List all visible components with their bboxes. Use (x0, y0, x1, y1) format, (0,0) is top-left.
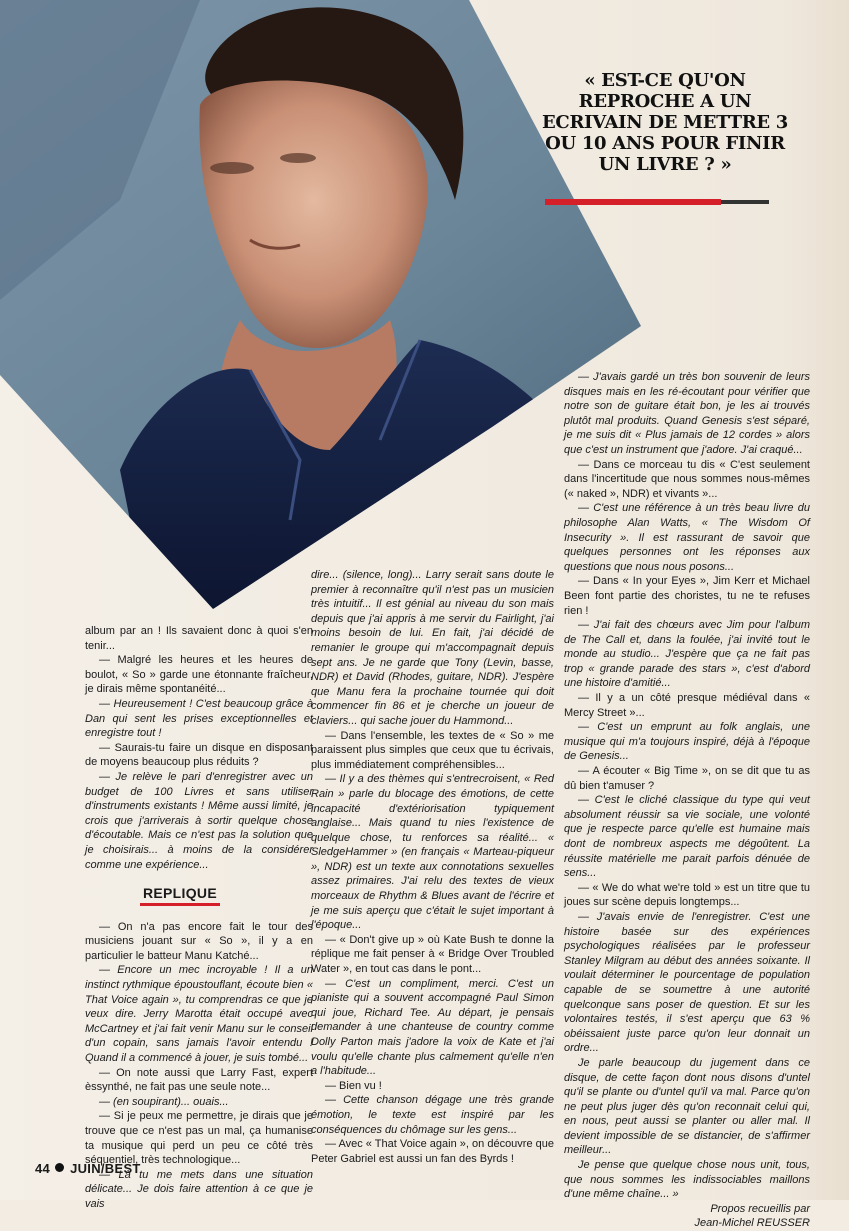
paragraph: — Dans « In your Eyes », Jim Kerr et Michael Been font partie des choristes, tu ne te refuses rien ! (564, 575, 810, 617)
credit-line: Propos recueillis par (710, 1202, 810, 1215)
paragraph: — J'avais gardé un très bon souvenir de leurs disques mais en les ré-écoutant pour vérifier que notre son de guitare était bon, je les ai trouvés plutôt mal produits. Quand Genesis s'est séparé, je me suis dit « Plus jamais de 12 cordes » alors que c'est un instrument que j'adore. J'ai craqué... (564, 371, 810, 456)
paragraph: — Il y a des thèmes qui s'entrecroisent, « Red Rain » parle du blocage des émotions, de cette incapacité d'extériorisation typiquement anglaise... Mais quand tu nies l'existence de quelque chose, tu renforces sa réalité... « SledgeHammer » (en français « Marteau-piqueur », NDR) est un texte aux connotations sexuelles assez primaires. J'ai relu des textes de vieux morceaux de Rhythm & Blues avant de l'écrire et je me suis aperçu que c'était le sujet important à l'époque... (311, 773, 554, 932)
text-column-1 (85, 624, 313, 1212)
section-heading: REPLIQUE (140, 886, 220, 906)
paragraph: — Si je peux me permettre, je dirais que je trouve que ce n'est pas un mal, ça humanise ta musique qui perd un peu ce côté très séquentiel, très technologique... (85, 1110, 313, 1167)
paragraph: — Saurais-tu faire un disque en disposant de moyens beaucoup plus réduits ? (85, 741, 313, 769)
paragraph: — Il y a un côté presque médiéval dans « Mercy Street »... (564, 692, 810, 719)
bullet-icon (55, 1163, 64, 1172)
page-number: 44 (35, 1161, 51, 1176)
pull-quote: « EST-CE QU'ON REPROCHE A UN ECRIVAIN DE METTRE 3 OU 10 ANS POUR FINIR UN LIVRE ? » (542, 70, 788, 175)
paragraph: Je parle beaucoup du jugement dans ce disque, de cette façon dont nous disons d'untel qu'il se plante ou d'untel qu'il va mal. Parce qu'on ne peut plus juger dès qu'on reconnait celui qui, en nous, peut aussi se planter ou aller mal. Il devient impossible de se distancier, de s'affirmer meilleur... (564, 1056, 810, 1157)
paragraph: — Dans l'ensemble, les textes de « So » me paraissent plus simples que ceux que tu écrivais, plus immédiatement compréhensibles... (311, 729, 554, 771)
paragraph: — J'avais envie de l'enregistrer. C'est une histoire basée sur des expériences psychologiques réalisées par le professeur Stanley Milgram au début des années soixante. Il voulait déterminer le pourcentage de population capable de se soumettre à une autorité quelconque sans poser de question. Et sur les volontaires testés, il s'est aperçu que 63 % obéissaient juste parce qu'on leur donnait un ordre... (564, 910, 810, 1055)
paragraph: — On n'a pas encore fait le tour des musiciens jouant sur « So », il y a en particulier le batteur Manu Katché... (85, 920, 313, 962)
page-footer (35, 1161, 141, 1176)
paragraph: — Dans ce morceau tu dis « C'est seulement dans l'incertitude que nous sommes nous-mêmes (« naked », NDR) et vivants »... (564, 458, 810, 500)
text-column-2 (311, 568, 554, 1166)
paragraph: — Malgré les heures et les heures de boulot, « So » garde une étonnante fraîcheur, je dirais même spontanéité... (85, 654, 313, 696)
paragraph: — C'est le cliché classique du type qui veut absolument réussir sa vie sociale, une volonté que je respecte parce qu'elle est humaine mais dont de nombreux aspects me dégoûtent. La réussite matérielle me parait parfois dénuée de sens... (564, 794, 810, 880)
publication-name: JUIN/BEST (70, 1161, 141, 1176)
paragraph: — Cette chanson dégage une très grande émotion, le texte est inspiré par les conséquences du chômage sur les gens... (311, 1094, 554, 1136)
paragraph: — Je relève le pari d'enregistrer avec un budget de 100 Livres et sans utiliser d'instruments existants ! Même aussi limité, je crois que j'arriverais à sortir quelque chose d'écoutable. Mais ce n'est pas la solution que je choisirais... à moins de la considérer comme une expérience... (85, 770, 313, 871)
paragraph: — C'est un compliment, merci. C'est un pianiste qui a souvent accompagné Paul Simon qui joue, Richard Tee. Au départ, je pensais demander à une chanteuse de country comme Dolly Parton mais j'adore la voix de Kate et j'ai voulu qu'elle chante plus calmement qu'elle n'en a l'habitude... (311, 977, 554, 1078)
paragraph: — « We do what we're told » est un titre que tu joues sur scène depuis longtemps... (564, 881, 810, 909)
credit-author: Jean-Michel REUSSER (694, 1217, 810, 1230)
paragraph: album par an ! Ils savaient donc à quoi s'en tenir... (85, 625, 313, 652)
text-column-3 (564, 370, 810, 1231)
paragraph: — Heureusement ! C'est beaucoup grâce à Dan qui sent les prises exceptionnelles et enregistre tout ! (85, 697, 313, 740)
paragraph: — Là tu me mets dans une situation délicate... Je dois faire attention à ce que je vais (85, 1168, 313, 1210)
paragraph: — On note aussi que Larry Fast, expert èssynthé, ne fait pas une seule note... (85, 1066, 313, 1094)
paragraph: — Avec « That Voice again », on découvre que Peter Gabriel est aussi un fan des Byrds ! (311, 1138, 554, 1165)
paragraph: — A écouter « Big Time », on se dit que tu as dû bien t'amuser ? (564, 765, 810, 792)
paragraph: — J'ai fait des chœurs avec Jim pour l'album de The Call et, dans la foulée, j'ai invité tout le monde au studio... J'espère que ça ne fait pas trop « grande parade des stars », c'est d'abord une histoire d'amitié... (564, 619, 810, 690)
quote-accent-bar (545, 199, 721, 205)
paragraph: Je pense que quelque chose nous unit, tous, que nous sommes les indissociables maillons d'une même chaîne... » (564, 1159, 810, 1201)
quote-accent-bar-dark (721, 200, 769, 204)
paragraph: dire... (silence, long)... Larry serait sans doute le premier à reconnaître qu'il n'est pas un musicien très intuitif... Il est génial au niveau du son mais depuis que j'ai appris à me servir du Fairlight, j'ai moins besoin de lui. En fait, j'ai décidé de remanier le groupe qui m'accompagnait depuis sept ans. Je ne garde que Tony (Levin, basse, NDR) et David (Rhodes, guitare, NDR). J'espère que Manu fera la prochaine tournée qui doit commencer fin 86 et je cherche un joueur de claviers... qui sache jouer du Hammond... (311, 569, 554, 727)
paragraph: — C'est un emprunt au folk anglais, une musique qui m'a toujours inspiré, déjà à l'époque de Genesis... (564, 721, 810, 763)
paragraph: — (en soupirant)... ouais... (99, 1095, 229, 1108)
paragraph: — « Don't give up » où Kate Bush te donne la réplique me fait penser à « Bridge Over Troubled Water », en tout cas dans le pont... (311, 933, 554, 976)
paragraph: — Bien vu ! (325, 1079, 382, 1092)
paragraph: — C'est une référence à un très beau livre du philosophe Alan Watts, « The Wisdom Of Insecurity ». Il est rassurant de savoir que quelques personnes ont les réponses aux questions que nous nous posons... (564, 502, 810, 573)
paragraph: — Encore un mec incroyable ! Il a un instinct rythmique époustouflant, écoute bien « That Voice again », tu comprendras ce que je veux dire. Jerry Marotta était occupé avec McCartney et j'ai fait venir Manu sur le conseil d'un copain, sans jamais l'avoir entendu ! Quand il a commencé à jouer, je suis tombé... (85, 964, 313, 1065)
